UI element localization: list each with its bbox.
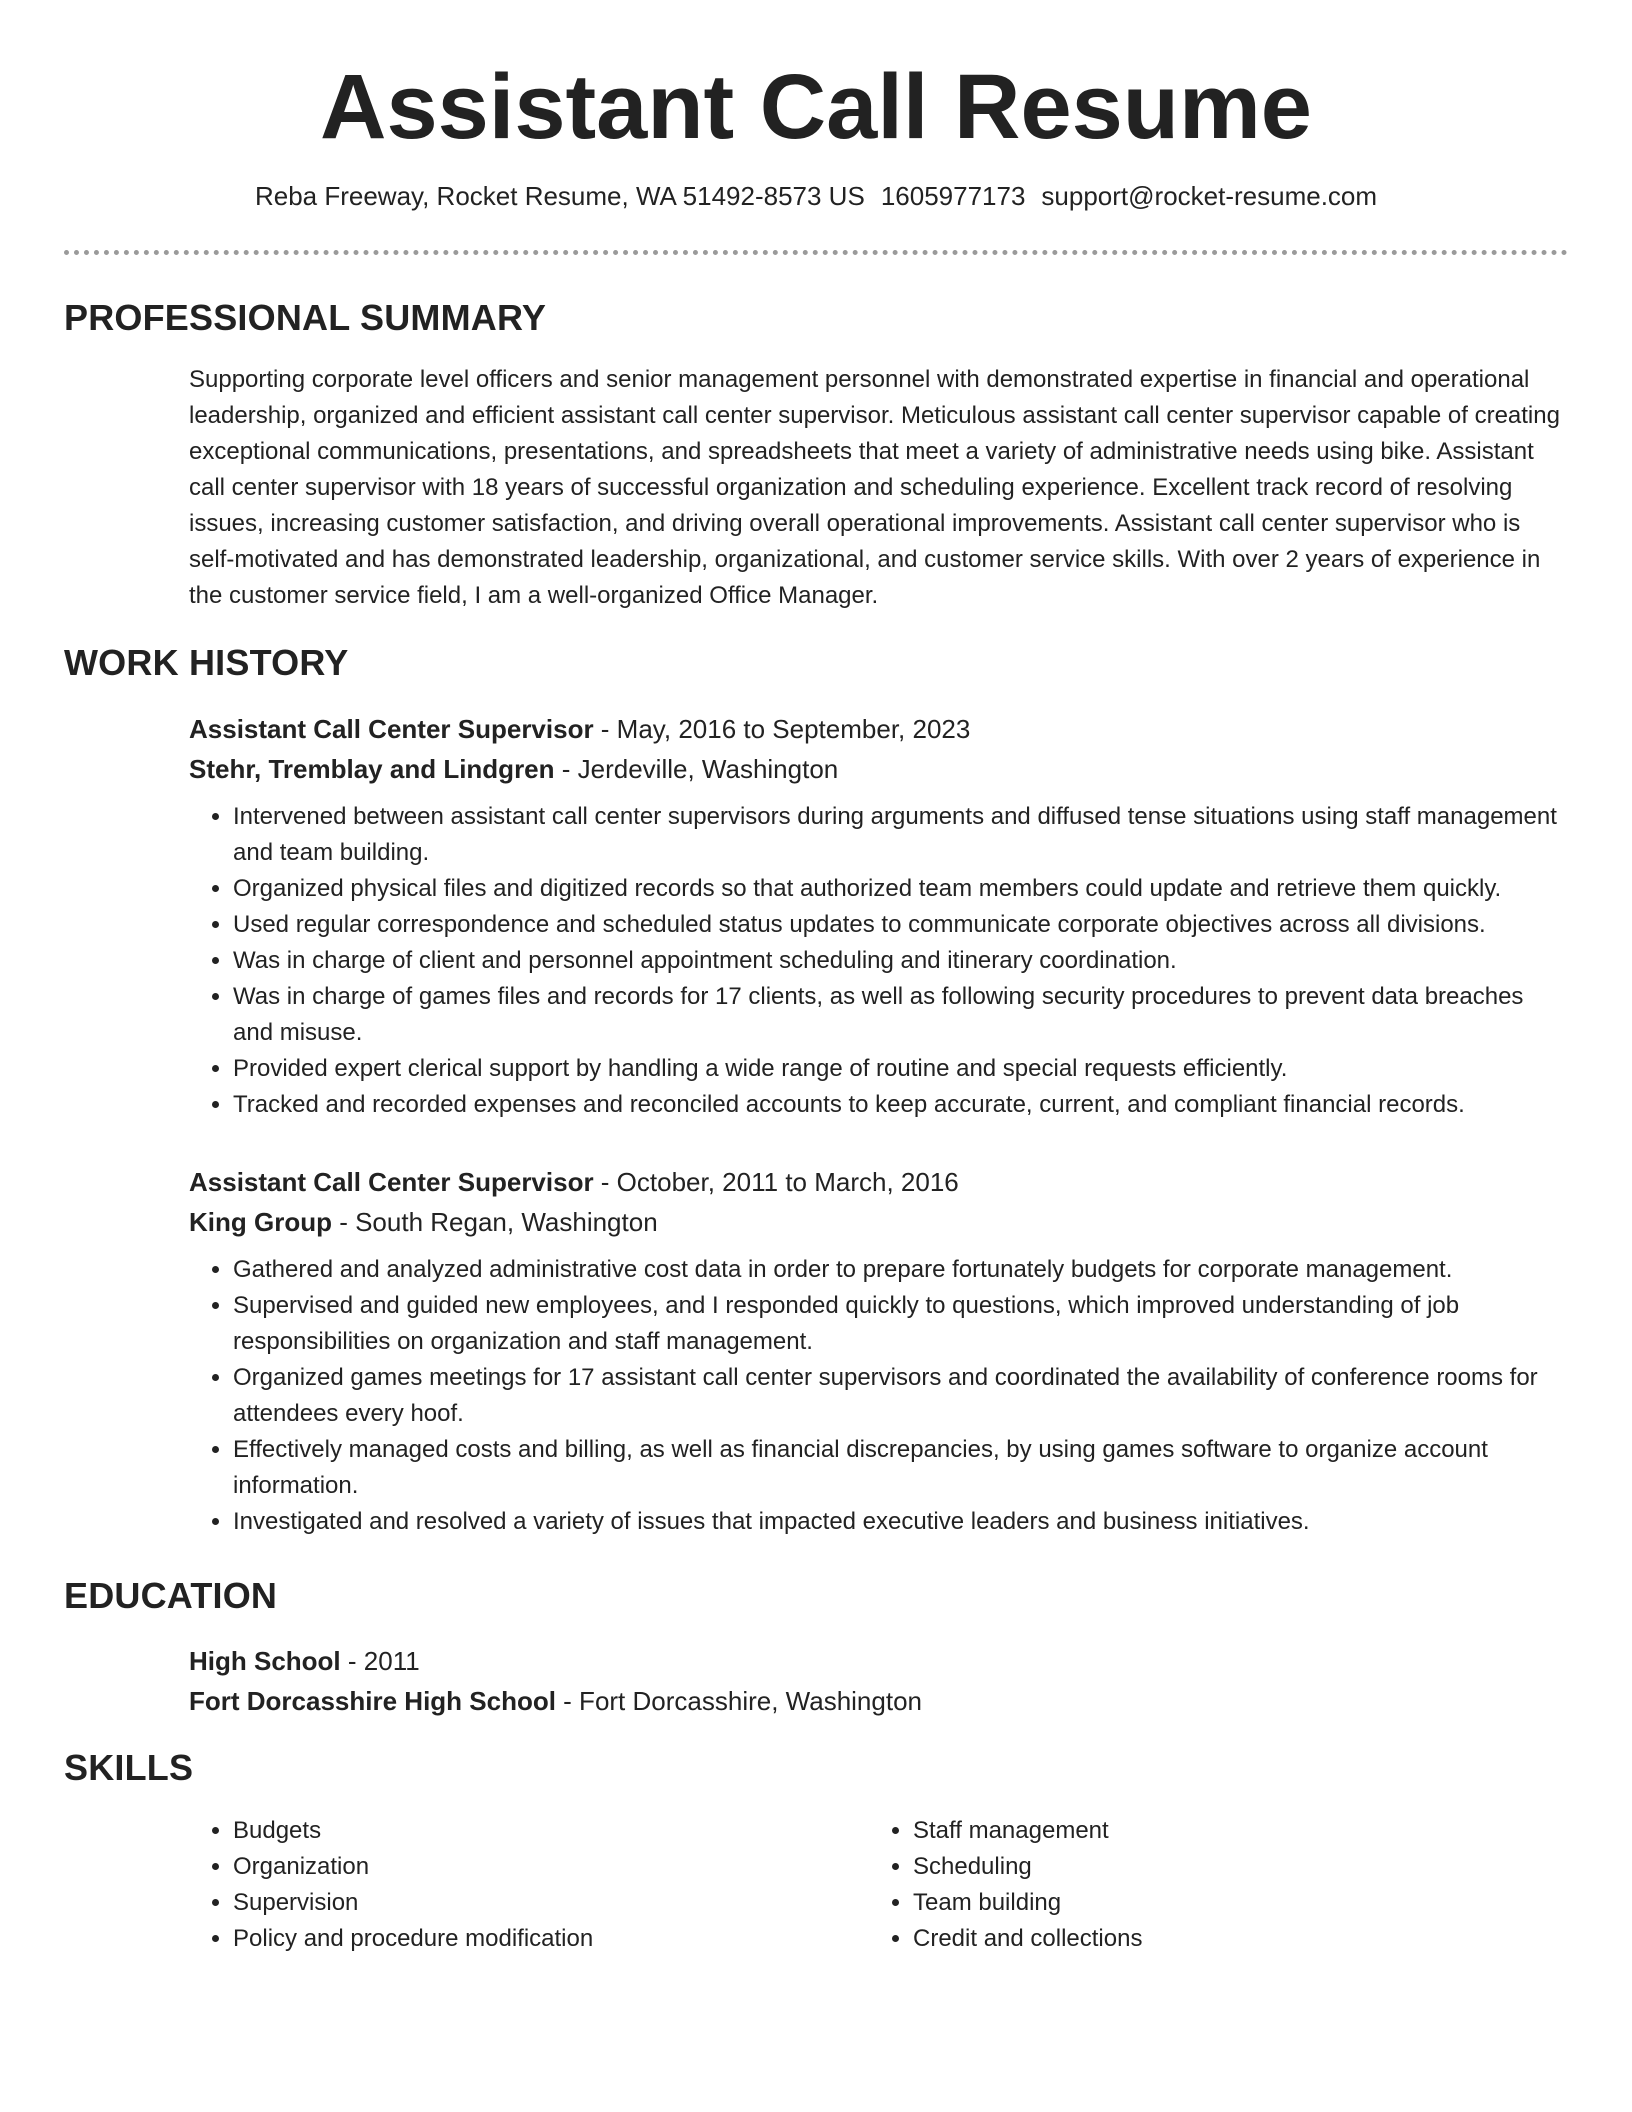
job-bullet: • Was in charge of client and personnel appointment scheduling and itinerary coordination. — [233, 943, 1569, 979]
skills-column-right — [869, 1813, 1549, 1957]
skill-item: • Policy and procedure modification — [233, 1921, 869, 1957]
skill-item: • Supervision — [233, 1885, 869, 1921]
skill-item: • Scheduling — [913, 1849, 1549, 1885]
job-bullet: • Investigated and resolved a variety of issues that impacted executive leaders and business initiatives. — [233, 1504, 1569, 1540]
job-bullet: • Was in charge of games files and records for 17 clients, as well as following security procedures to prevent data breaches and misuse. — [233, 979, 1569, 1051]
job-entry — [189, 709, 1569, 1123]
education-entry — [189, 1641, 1569, 1721]
education-school: Fort Dorcasshire High School — [189, 1686, 556, 1716]
resume-title: Assistant Call Resume — [320, 56, 1312, 158]
job-entry — [189, 1162, 1569, 1540]
job-role: Assistant Call Center Supervisor — [189, 714, 594, 744]
job-bullet: • Organized games meetings for 17 assistant call center supervisors and coordinated the availability of conference rooms for attendees every hoof. — [233, 1360, 1569, 1432]
job-title-line — [189, 1162, 1569, 1202]
summary-section — [189, 362, 1569, 614]
job-dates: - May, 2016 to September, 2023 — [593, 714, 971, 744]
job-company-line — [189, 1202, 1569, 1242]
job-bullet: • Supervised and guided new employees, and I responded quickly to questions, which improved understanding of job responsibilities on organization and staff management. — [233, 1288, 1569, 1360]
job-bullet: • Used regular correspondence and scheduled status updates to communicate corporate objectives across all divisions. — [233, 907, 1569, 943]
section-title-education: EDUCATION — [64, 1575, 278, 1616]
skill-item: • Team building — [913, 1885, 1549, 1921]
education-location: - Fort Dorcasshire, Washington — [555, 1686, 922, 1716]
contact-email[interactable]: support@rocket-resume.com — [1041, 181, 1378, 211]
job-location: - South Regan, Washington — [331, 1207, 658, 1237]
job-role: Assistant Call Center Supervisor — [189, 1167, 594, 1197]
job-bullet: • Effectively managed costs and billing, as well as financial discrepancies, by using games software to organize account information. — [233, 1432, 1569, 1504]
education-school-line — [189, 1681, 1569, 1721]
header-divider — [64, 250, 1568, 255]
job-bullet: • Organized physical files and digitized records so that authorized team members could update and retrieve them quickly. — [233, 871, 1569, 907]
education-degree-line — [189, 1641, 1569, 1681]
job-bullets — [189, 1252, 1569, 1540]
section-title-skills: SKILLS — [64, 1747, 194, 1788]
job-bullet: • Tracked and recorded expenses and reconciled accounts to keep accurate, current, and compliant financial records. — [233, 1087, 1569, 1123]
job-bullet: • Provided expert clerical support by handling a wide range of routine and special requests efficiently. — [233, 1051, 1569, 1087]
skill-item: • Staff management — [913, 1813, 1549, 1849]
job-bullet: • Intervened between assistant call center supervisors during arguments and diffused tense situations using staff management and team building. — [233, 799, 1569, 871]
education-degree: High School — [189, 1646, 341, 1676]
job-bullets — [189, 799, 1569, 1123]
education-year: - 2011 — [340, 1646, 420, 1676]
summary-text: Supporting corporate level officers and senior management personnel with demonstrated expertise in financial and operational leadership, organized and efficient assistant call center supervisor. Meticulous assistant call center supervisor capable of creating exceptional communications, presentations, and spreadsheets that meet a variety of administrative needs using bike. Assistant call center supervisor with 18 years of successful organization and scheduling experience. Excellent track record of resolving issues, increasing customer satisfaction, and driving overall operational improvements. Assistant call center supervisor who is self-motivated and has demonstrated leadership, organizational, and customer service skills. With over 2 years of experience in the customer service field, I am a well-organized Office Manager. — [189, 366, 1560, 609]
skill-item: • Credit and collections — [913, 1921, 1549, 1957]
job-location: - Jerdeville, Washington — [554, 754, 839, 784]
skill-item: • Budgets — [233, 1813, 869, 1849]
job-dates: - October, 2011 to March, 2016 — [593, 1167, 959, 1197]
contact-line — [0, 178, 1632, 214]
contact-address: Reba Freeway, Rocket Resume, WA 51492-8573 US — [254, 181, 865, 211]
job-company-line — [189, 749, 1569, 789]
job-company: Stehr, Tremblay and Lindgren — [189, 754, 555, 784]
job-bullet: • Gathered and analyzed administrative cost data in order to prepare fortunately budgets for corporate management. — [233, 1252, 1569, 1288]
section-title-work-history: WORK HISTORY — [64, 642, 349, 683]
skill-item: • Organization — [233, 1849, 869, 1885]
section-title-summary: PROFESSIONAL SUMMARY — [64, 297, 547, 338]
skills-column-left — [189, 1813, 869, 1957]
job-company: King Group — [189, 1207, 332, 1237]
contact-phone: 1605977173 — [880, 181, 1026, 211]
job-title-line — [189, 709, 1569, 749]
